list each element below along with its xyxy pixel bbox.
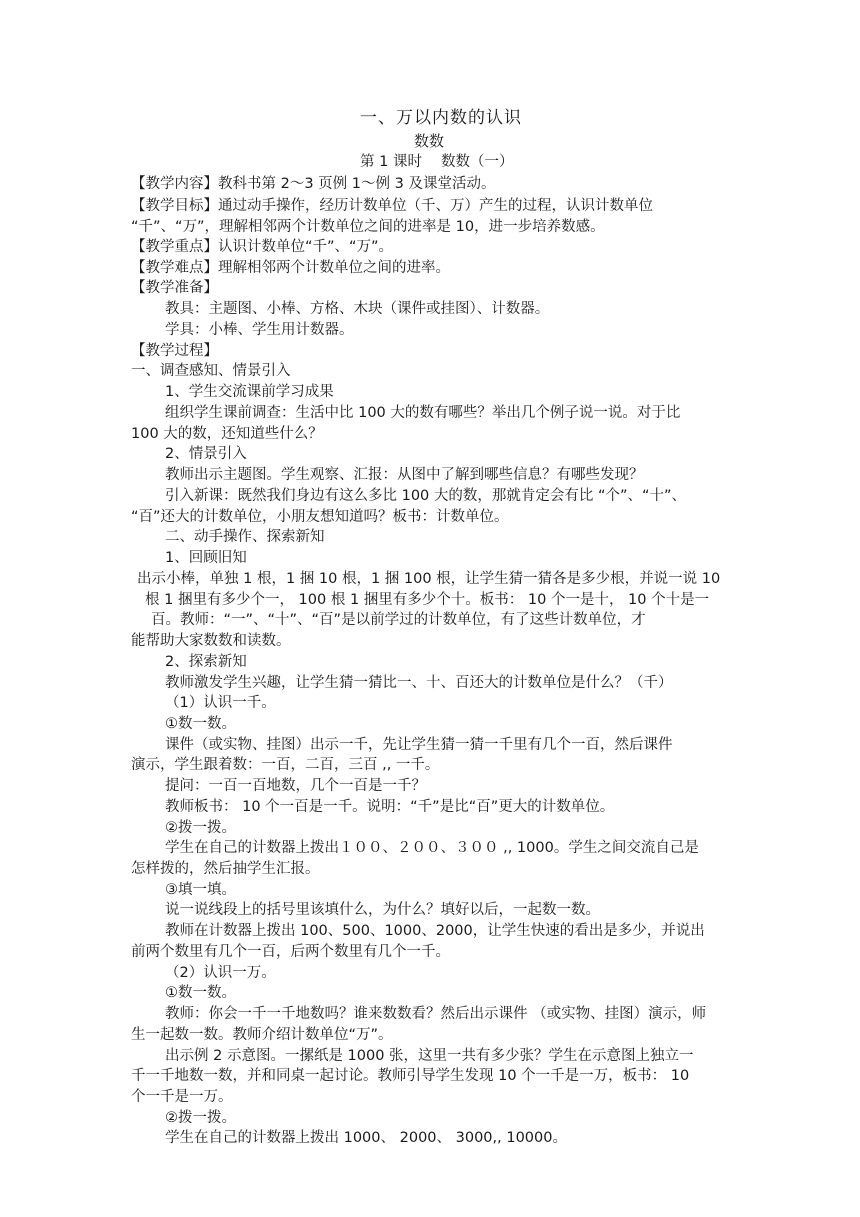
text-line: 100 大的数，还知道些什么？ [131, 426, 323, 442]
text-line: 提问：一百一百地数，几个一百是一千？ [165, 778, 426, 794]
text-line: 引入新课：既然我们身边有这么多比 100 大的数，那就肯定会有比 “个”、“十”、 [165, 488, 687, 504]
text-line: 根 1 捆里有多少个一， 100 根 1 捆里有多少个十。板书： 10 个一是十， 10 个十是一 [145, 592, 710, 608]
section-subtitle: 数数 [414, 132, 445, 150]
text-line: 学生在自己的计数器上拨出 1000、 2000、 3000,, 10000。 [165, 1130, 567, 1146]
text-line: 出示例 2 示意图。一摞纸是 1000 张，这里一共有多少张？学生在示意图上独立一 [165, 1048, 694, 1064]
text-line: 教师出示主题图。学生观察、汇报：从图中了解到哪些信息？有哪些发现？ [165, 467, 644, 483]
text-line: ②拨一拨。 [165, 1110, 236, 1126]
text-line: （2）认识一万。 [165, 965, 276, 981]
text-line: 个一千是一万。 [131, 1089, 233, 1105]
text-line: 【教学重点】认识计数单位“千”、“万”。 [131, 239, 394, 255]
text-line: 教师激发学生兴趣，让学生猜一猜比一、十、百还大的计数单位是什么？（千） [165, 675, 673, 691]
text-line: 千一千地数一数，并和同桌一起讨论。教师引导学生发现 10 个一千是一万，板书： 10 [131, 1068, 690, 1084]
text-line: 1、学生交流课前学习成果 [165, 384, 334, 400]
text-line: ②拨一拨。 [165, 820, 236, 836]
text-line: 组织学生课前调查：生活中比 100 大的数有哪些？举出几个例子说一说。对于比 [165, 405, 681, 421]
text-line: 教师在计数器上拨出 100、500、1000、2000，让学生快速的看出是多少，并说出 [165, 923, 705, 939]
document-title: 一、万以内数的认识 [360, 108, 522, 128]
text-line: 前两个数里有几个一百，后两个数里有几个一千。 [131, 944, 450, 960]
text-line: 说一说线段上的括号里该填什么，为什么？填好以后，一起数一数。 [165, 902, 600, 918]
text-line: 【教学过程】 [131, 343, 218, 359]
text-line: 学生在自己的计数器上拨出１００、２００、３００ ,, 1000。学生之间交流自己是 [165, 840, 699, 856]
text-line: 出示小棒，单独 1 根，1 捆 10 根，1 捆 100 根，让学生猜一猜各是多少根，并说一说 10 [137, 571, 721, 587]
text-line: 【教学难点】理解相邻两个计数单位之间的进率。 [131, 260, 450, 276]
text-line: 学具：小棒、学生用计数器。 [165, 322, 354, 338]
text-line: 【教学目标】通过动手操作，经历计数单位（千、万）产生的过程，认识计数单位 [131, 198, 653, 214]
text-line: 【教学内容】教科书第 2～3 页例 1～例 3 及课堂活动。 [131, 176, 496, 192]
text-line: 2、探索新知 [165, 654, 247, 670]
text-line: 演示，学生跟着数：一百，二百，三百 ,, 一千。 [131, 757, 440, 773]
text-line: 【教学准备】 [131, 280, 218, 296]
lesson-heading: 第 1 课时 数数（一） [360, 154, 514, 170]
text-line: 教师：你会一千一千地数吗？谁来数数看？然后出示课件 （或实物、挂图）演示，师 [165, 1006, 707, 1022]
text-line: “百”还大的计数单位，小朋友想知道吗？板书：计数单位。 [131, 509, 509, 525]
text-line: 生一起数一数。教师介绍计数单位“万”。 [131, 1027, 393, 1043]
text-line: 一、调查感知、情景引入 [131, 363, 291, 379]
text-line: （1）认识一千。 [165, 695, 276, 711]
text-line: 二、动手操作、探索新知 [165, 529, 325, 545]
text-line: 1、回顾旧知 [165, 550, 247, 566]
text-line: 怎样拨的，然后抽学生汇报。 [131, 861, 320, 877]
text-line: 2、情景引入 [165, 446, 247, 462]
text-line: 教具：主题图、小棒、方格、木块（课件或挂图）、计数器。 [165, 301, 550, 317]
text-line: 能帮助大家数数和读数。 [131, 633, 291, 649]
text-line: ③填一填。 [165, 882, 236, 898]
text-line: 教师板书： 10 个一百是一千。说明：“千”是比“百”更大的计数单位。 [165, 799, 615, 815]
text-line: 百。教师：“一”、“十”、“百”是以前学过的计数单位，有了这些计数单位，才 [151, 612, 646, 628]
text-line: ①数一数。 [165, 985, 236, 1001]
text-line: ①数一数。 [165, 716, 236, 732]
text-line: 课件（或实物、挂图）出示一千，先让学生猜一猜一千里有几个一百，然后课件 [165, 737, 673, 753]
text-line: “千”、“万”，理解相邻两个计数单位之间的进率是 10，进一步培养数感。 [131, 219, 605, 235]
